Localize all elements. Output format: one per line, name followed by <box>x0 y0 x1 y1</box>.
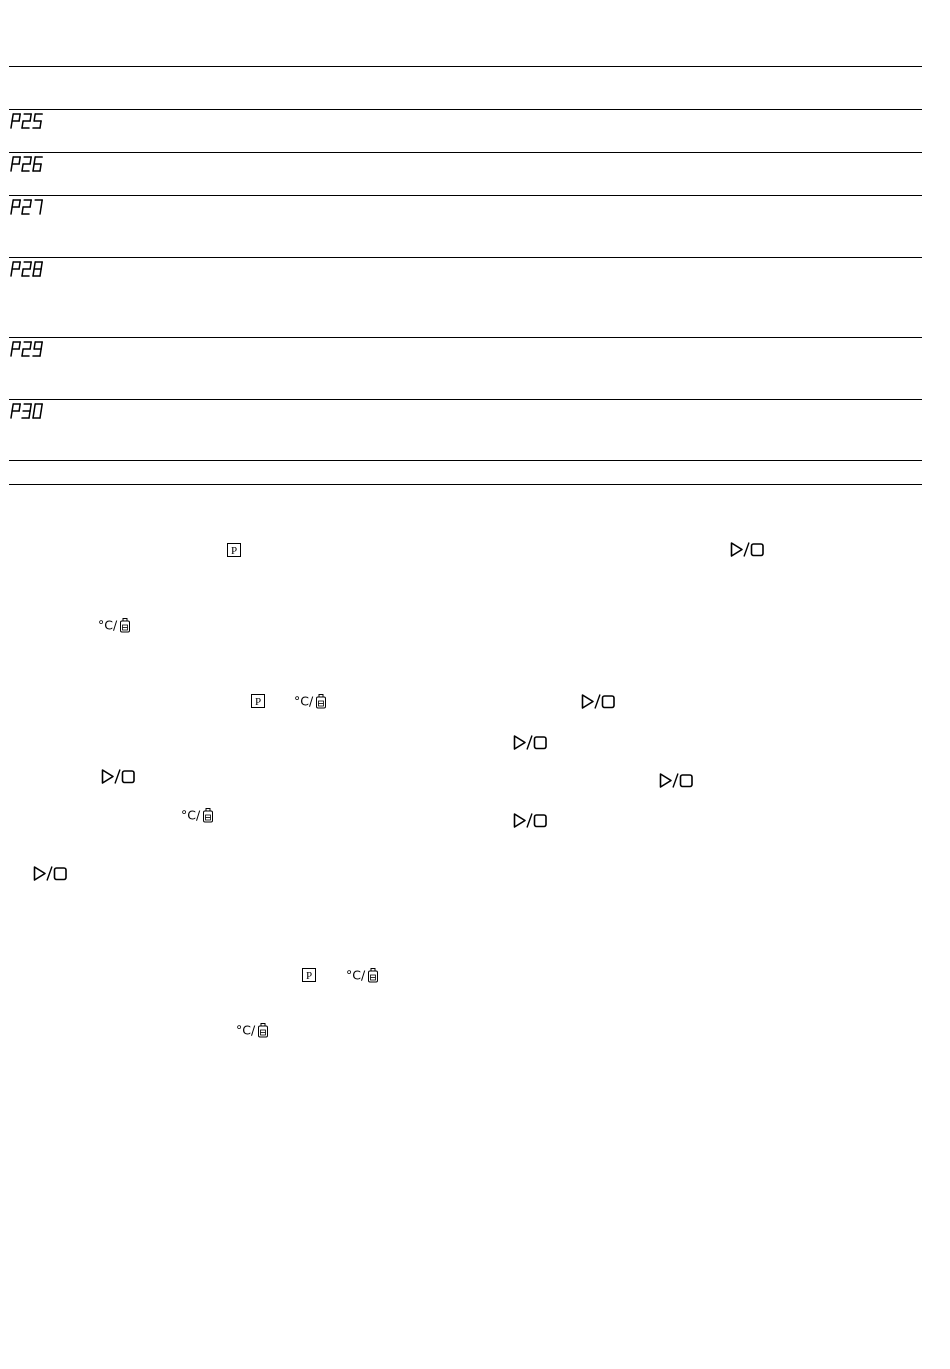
segment <box>22 121 23 128</box>
start-stop-icon <box>33 865 69 882</box>
segment <box>41 200 42 207</box>
program-code-glyph <box>10 403 44 419</box>
segment <box>11 164 12 171</box>
start-stop-icon <box>659 772 695 789</box>
segment <box>12 404 13 411</box>
segment <box>33 164 34 171</box>
segment <box>33 411 34 418</box>
program-code-glyph <box>10 261 44 277</box>
temp-button-text: °C/ <box>181 807 201 823</box>
table-top-rule <box>9 66 922 67</box>
start-stop-icon <box>581 693 617 710</box>
segment <box>11 121 12 128</box>
container-icon <box>317 695 326 709</box>
temp-button-text: °C/ <box>346 967 366 983</box>
segment <box>19 157 20 164</box>
program-button-icon <box>302 968 316 982</box>
segment <box>40 207 41 214</box>
container-icon <box>121 619 130 633</box>
temp-button-symbol <box>181 807 215 823</box>
program-code-p26 <box>10 156 44 172</box>
program-code-glyph <box>10 156 44 172</box>
segment <box>30 262 31 269</box>
segment <box>12 200 13 207</box>
segment <box>19 404 20 411</box>
segment <box>34 157 35 164</box>
program-button-icon <box>227 543 241 557</box>
program-code-p28 <box>10 261 44 277</box>
program-code-p25 <box>10 113 44 129</box>
start-stop-icon <box>513 734 549 751</box>
row-rule <box>9 399 922 400</box>
segment <box>12 157 13 164</box>
segment <box>12 342 13 349</box>
program-button-icon <box>251 694 265 708</box>
segment <box>41 262 42 269</box>
segment <box>30 342 31 349</box>
start-stop-icon <box>101 768 137 785</box>
segment <box>34 342 35 349</box>
row-rule <box>9 257 922 258</box>
segment <box>11 411 12 418</box>
temp-button-symbol <box>236 1022 270 1038</box>
segment <box>22 164 23 171</box>
temp-button-symbol <box>98 617 132 633</box>
segment <box>11 349 12 356</box>
segment <box>12 114 13 121</box>
segment <box>30 200 31 207</box>
segment <box>30 157 31 164</box>
segment <box>33 269 34 276</box>
row-rule <box>9 337 922 338</box>
segment <box>11 269 12 276</box>
row-rule <box>9 460 922 461</box>
temp-button-symbol <box>346 967 380 983</box>
segment <box>29 411 30 418</box>
segment <box>19 200 20 207</box>
svg-text:P: P <box>254 696 262 708</box>
program-code-p27 <box>10 199 44 215</box>
segment <box>19 114 20 121</box>
container-icon <box>259 1024 268 1038</box>
segment <box>11 207 12 214</box>
program-code-glyph <box>10 199 44 215</box>
segment <box>40 411 41 418</box>
program-code-p30 <box>10 403 44 419</box>
segment <box>22 349 23 356</box>
program-code-glyph <box>10 341 44 357</box>
segment <box>40 269 41 276</box>
segment <box>19 342 20 349</box>
start-stop-icon <box>513 812 549 829</box>
segment <box>30 404 31 411</box>
segment <box>40 164 41 171</box>
svg-text:P: P <box>230 545 238 557</box>
segment <box>40 349 41 356</box>
row-rule <box>9 195 922 196</box>
container-icon <box>204 809 213 823</box>
segment <box>22 269 23 276</box>
svg-text:P: P <box>305 970 313 982</box>
segment <box>41 404 42 411</box>
segment <box>41 342 42 349</box>
segment <box>34 114 35 121</box>
segment <box>12 262 13 269</box>
table-header-rule <box>9 109 922 110</box>
segment <box>40 121 41 128</box>
start-stop-icon <box>730 541 766 558</box>
temp-button-text: °C/ <box>236 1022 256 1038</box>
segment <box>34 404 35 411</box>
segment <box>19 262 20 269</box>
table-bottom-rule <box>9 484 922 485</box>
temp-button-symbol <box>294 693 328 709</box>
segment <box>30 114 31 121</box>
program-code-p29 <box>10 341 44 357</box>
row-rule <box>9 152 922 153</box>
segment <box>22 207 23 214</box>
program-code-glyph <box>10 113 44 129</box>
segment <box>34 262 35 269</box>
temp-button-text: °C/ <box>98 617 118 633</box>
container-icon <box>369 969 378 983</box>
temp-button-text: °C/ <box>294 693 314 709</box>
